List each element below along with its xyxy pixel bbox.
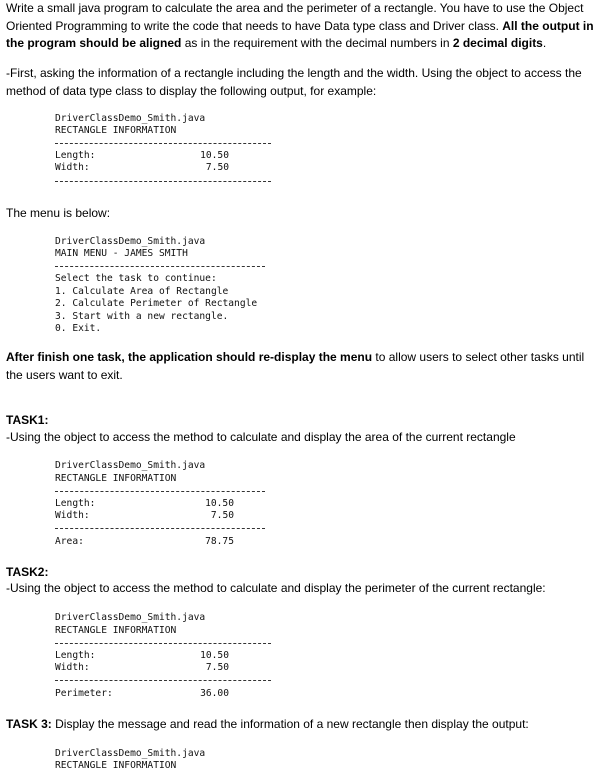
task3-title: TASK 3: <box>6 717 52 731</box>
example1-width-value: 7.50 <box>205 162 229 173</box>
first-step-paragraph: -First, asking the information of a rectangle including the length and the width. Using the object to access the method of data type class to display the following output, for example: <box>6 66 582 98</box>
task3-paragraph <box>6 716 604 734</box>
task2-width-value: 7.50 <box>205 662 229 673</box>
menu-heading: MAIN MENU - JAMES SMITH <box>55 248 188 259</box>
task2-length-label: Length: <box>55 650 96 661</box>
task3-heading: RECTANGLE INFORMATION <box>55 760 177 771</box>
divider <box>55 491 265 492</box>
task1-filename: DriverClassDemo_Smith.java <box>55 460 206 471</box>
example1-heading: RECTANGLE INFORMATION <box>55 125 177 136</box>
menu-prompt: Select the task to continue: <box>55 273 217 284</box>
after-menu-text: to allow users to select other tasks until the users want to exit. <box>6 350 585 382</box>
divider <box>55 528 265 529</box>
task1-length-label: Length: <box>55 498 96 509</box>
menu-filename: DriverClassDemo_Smith.java <box>55 236 206 247</box>
divider <box>55 143 271 144</box>
task1-title-text: TASK1: <box>6 413 49 427</box>
task1-area-label: Area: <box>55 536 84 547</box>
example1-filename: DriverClassDemo_Smith.java <box>55 113 206 124</box>
task2-length-value: 10.50 <box>200 650 229 661</box>
task2-title <box>6 564 604 582</box>
after-menu-bold: After finish one task, the application should re-display the menu <box>6 350 373 364</box>
task2-perimeter-label: Perimeter: <box>55 688 113 699</box>
after-menu-paragraph <box>6 349 604 384</box>
menu-item-new-rectangle: 3. Start with a new rectangle. <box>55 311 229 322</box>
intro-bold-decimals: 2 decimal digits <box>452 36 543 50</box>
menu-item-perimeter: 2. Calculate Perimeter of Rectangle <box>55 298 258 309</box>
divider <box>55 680 271 681</box>
task1-width-label: Width: <box>55 510 90 521</box>
task1-width-value: 7.50 <box>210 510 234 521</box>
example1-width-label: Width: <box>55 162 90 173</box>
task3-filename: DriverClassDemo_Smith.java <box>55 748 206 759</box>
intro-paragraph <box>6 0 604 53</box>
task2-description: -Using the object to access the method to calculate and display the perimeter of the current rectangle: <box>6 581 546 595</box>
task2-title-text: TASK2: <box>6 565 49 579</box>
example1-length-value: 10.50 <box>200 150 229 161</box>
task2-perimeter-value: 36.00 <box>200 688 229 699</box>
intro-text-2: as in the requirement with the decimal numbers in <box>181 36 453 50</box>
task2-width-label: Width: <box>55 662 90 673</box>
task1-area-value: 78.75 <box>205 536 234 547</box>
intro-text-3: . <box>542 36 547 50</box>
intro-text: Write a small java program to calculate the area and the perimeter of a rectangle. You have to use the Object Oriented Programming to write the code that needs to have Data type class and Driver class. <box>6 1 584 33</box>
task1-heading: RECTANGLE INFORMATION <box>55 473 177 484</box>
divider <box>55 266 265 267</box>
task1-title <box>6 412 604 430</box>
task2-heading: RECTANGLE INFORMATION <box>55 625 177 636</box>
task3-description: Display the message and read the information of a new rectangle then display the output: <box>51 717 529 731</box>
task2-filename: DriverClassDemo_Smith.java <box>55 612 206 623</box>
divider <box>55 643 271 644</box>
menu-item-exit: 0. Exit. <box>55 323 102 334</box>
task1-length-value: 10.50 <box>205 498 234 509</box>
intro-bold-aligned: All the output in the program should be aligned <box>6 18 594 50</box>
menu-intro: The menu is below: <box>6 206 111 220</box>
task1-description: -Using the object to access the method to calculate and display the area of the current rectangle <box>6 430 516 444</box>
divider <box>55 181 271 182</box>
example1-length-label: Length: <box>55 150 96 161</box>
menu-item-area: 1. Calculate Area of Rectangle <box>55 286 229 297</box>
